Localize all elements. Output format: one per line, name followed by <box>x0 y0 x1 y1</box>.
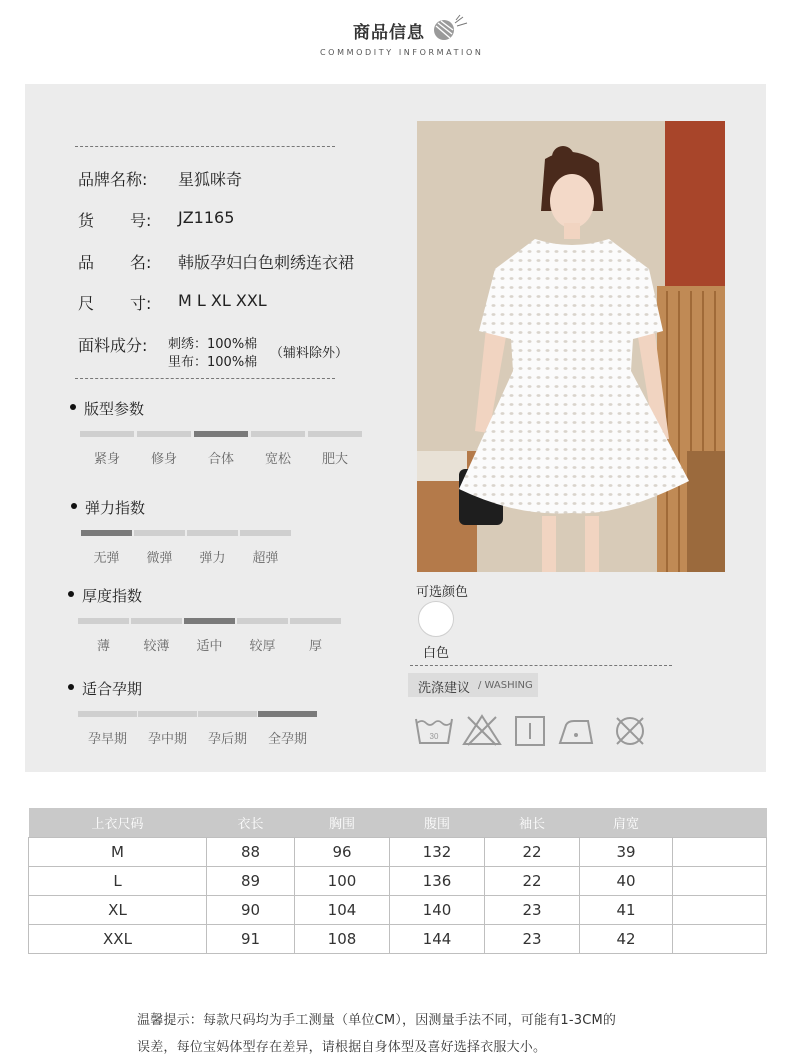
table-cell: 22 <box>485 866 580 895</box>
table-cell: 100 <box>295 866 390 895</box>
fabric-line-1: 刺绣：100%棉 <box>168 337 258 352</box>
table-cell: 96 <box>295 837 390 866</box>
washing-title: 洗涤建议 <box>418 681 471 696</box>
scale-option-label: 微弹 <box>146 551 173 566</box>
scale-option-label: 薄 <box>96 639 110 654</box>
divider <box>75 378 335 379</box>
size-value: M L XL XXL <box>178 291 267 310</box>
scale-segment <box>81 530 132 536</box>
scale-option-label: 紧身 <box>93 452 120 467</box>
table-header-cell: 上衣尺码 <box>29 808 207 837</box>
table-cell: 88 <box>207 837 295 866</box>
divider <box>410 665 672 666</box>
scale-title: 版型参数 <box>84 400 145 418</box>
scale-segment <box>134 530 185 536</box>
divider <box>75 146 335 147</box>
table-cell: 40 <box>580 866 673 895</box>
scale-option-label: 较薄 <box>143 639 170 654</box>
table-header-cell <box>673 808 767 837</box>
yarn-ball-icon <box>430 14 470 44</box>
size-label: 尺 <box>78 294 95 313</box>
bullet-dot <box>68 684 74 690</box>
table-cell <box>673 837 767 866</box>
scale-option-label: 全孕期 <box>267 732 307 747</box>
scale-segment <box>78 711 137 717</box>
table-header-row <box>29 808 767 837</box>
table-cell <box>673 866 767 895</box>
scale-segment <box>251 431 305 437</box>
scale-option-label: 无弹 <box>93 551 120 566</box>
table-header-cell: 腹围 <box>390 808 485 837</box>
scale-option-label: 孕早期 <box>87 732 127 747</box>
scale-option-label: 孕中期 <box>147 732 187 747</box>
table-header-cell: 胸围 <box>295 808 390 837</box>
scale-segment <box>290 618 341 624</box>
table-cell: 41 <box>580 895 673 924</box>
scale-title: 厚度指数 <box>82 587 143 605</box>
fabric-label: 面料成分: <box>78 336 148 355</box>
page-title: 商品信息 <box>353 23 425 43</box>
table-row <box>29 866 767 895</box>
scale-option-label: 肥大 <box>321 452 348 467</box>
scale-segment <box>187 530 238 536</box>
scale-segment <box>78 618 129 624</box>
scale-option-label: 厚 <box>308 639 322 654</box>
table-cell <box>673 895 767 924</box>
scale-option-label: 孕后期 <box>207 732 247 747</box>
scale-title: 适合孕期 <box>82 680 143 698</box>
table-header-cell: 肩宽 <box>580 808 673 837</box>
fabric-line-2: 里布：100%棉 <box>168 355 258 370</box>
bullet-dot <box>68 591 74 597</box>
table-header-cell: 衣长 <box>207 808 295 837</box>
table-row <box>29 924 767 953</box>
scale-option-label: 修身 <box>150 452 177 467</box>
fabric-note: （辅料除外） <box>270 346 349 361</box>
table-cell: 91 <box>207 924 295 953</box>
item-no-label: 货 <box>78 211 95 230</box>
table-cell: 39 <box>580 837 673 866</box>
low-iron-icon <box>556 713 596 749</box>
table-cell: 23 <box>485 924 580 953</box>
scale-segment <box>198 711 257 717</box>
scale-segment <box>258 711 317 717</box>
scale-segment <box>137 431 191 437</box>
table-cell: XL <box>29 895 207 924</box>
tip-line-2: 误差，每位宝妈体型存在差异，请根据自身体型及喜好选择衣服大小。 <box>137 1040 547 1055</box>
scale-segment <box>184 618 235 624</box>
table-cell: 140 <box>390 895 485 924</box>
color-name: 白色 <box>423 646 450 661</box>
scale-segment <box>80 431 134 437</box>
brand-value: 星狐咪奇 <box>178 170 243 189</box>
scale-segment <box>131 618 182 624</box>
product-photo <box>417 121 725 572</box>
scale-option-label: 宽松 <box>264 452 291 467</box>
table-cell: XXL <box>29 924 207 953</box>
table-cell: 108 <box>295 924 390 953</box>
table-cell: 136 <box>390 866 485 895</box>
color-swatch-white[interactable] <box>418 601 454 637</box>
table-cell: 23 <box>485 895 580 924</box>
table-cell: 90 <box>207 895 295 924</box>
table-cell: 22 <box>485 837 580 866</box>
scale-option-label: 较厚 <box>249 639 276 654</box>
table-cell: 89 <box>207 866 295 895</box>
scale-option-label: 弹力 <box>199 551 226 566</box>
colors-label: 可选颜色 <box>416 585 469 600</box>
scale-segment <box>240 530 291 536</box>
no-bleach-icon <box>462 713 502 749</box>
brand-label: 品牌名称: <box>78 170 148 189</box>
washing-title-en: / WASHING <box>478 680 533 691</box>
size-label-tail: 寸: <box>130 294 152 313</box>
scale-title: 弹力指数 <box>85 499 146 517</box>
item-no-value: JZ1165 <box>178 208 235 227</box>
product-name-value: 韩版孕妇白色刺绣连衣裙 <box>178 253 355 272</box>
table-cell: 42 <box>580 924 673 953</box>
table-cell: 144 <box>390 924 485 953</box>
table-row <box>29 837 767 866</box>
bullet-dot <box>71 503 77 509</box>
table-header-cell: 袖长 <box>485 808 580 837</box>
table-cell <box>673 924 767 953</box>
wash-30-icon <box>414 713 454 749</box>
scale-option-label: 合体 <box>207 452 234 467</box>
page-subtitle: COMMODITY INFORMATION <box>320 48 484 57</box>
bullet-dot <box>70 404 76 410</box>
scale-segment <box>194 431 248 437</box>
tip-line-1: 温馨提示：每款尺码均为手工测量（单位CM），因测量手法不同，可能有1-3CM的 <box>137 1013 617 1028</box>
item-no-label-tail: 号: <box>130 211 152 230</box>
product-name-label-tail: 名: <box>130 253 152 272</box>
product-name-label: 品 <box>78 253 95 272</box>
scale-segment <box>138 711 197 717</box>
no-dry-clean-icon <box>610 713 650 749</box>
section-header <box>0 0 790 84</box>
wash-temp: 30 <box>429 732 439 741</box>
table-cell: 104 <box>295 895 390 924</box>
table-row <box>29 895 767 924</box>
scale-option-label: 适中 <box>196 639 223 654</box>
scale-segment <box>237 618 288 624</box>
table-cell: 132 <box>390 837 485 866</box>
line-dry-icon <box>510 713 550 749</box>
scale-option-label: 超弹 <box>252 551 279 566</box>
scale-segment <box>308 431 362 437</box>
size-table <box>28 808 767 954</box>
table-cell: L <box>29 866 207 895</box>
table-cell: M <box>29 837 207 866</box>
